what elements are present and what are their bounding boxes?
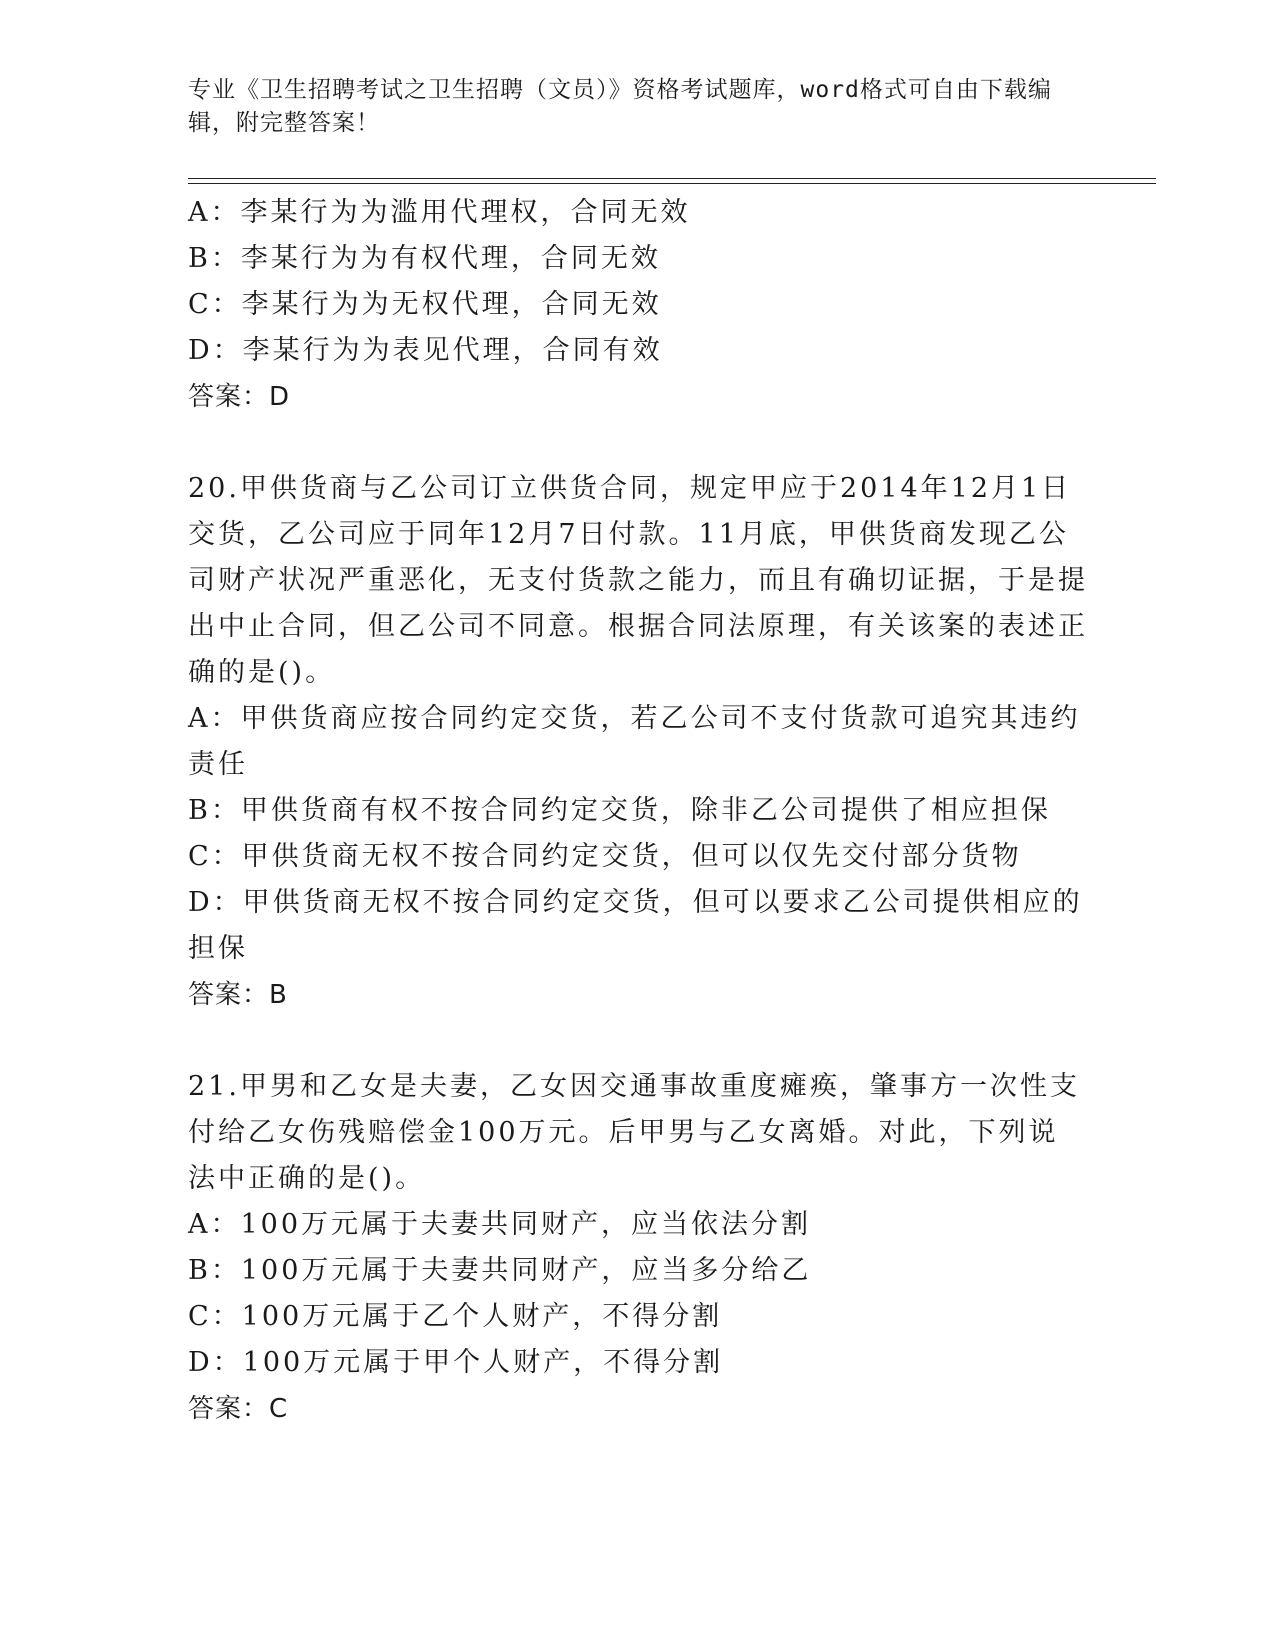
option-b: B：李某行为为有权代理，合同无效 xyxy=(188,243,661,274)
question-19 xyxy=(188,190,1088,420)
option-d: D：甲供货商无权不按合同约定交货，但可以要求乙公司提供相应的担保 xyxy=(188,887,1083,964)
answer-line: 答案：D xyxy=(188,382,291,412)
question-20 xyxy=(188,466,1088,1018)
spacer xyxy=(188,1018,1088,1064)
option-a: A：100万元属于夫妻共同财产，应当依法分割 xyxy=(188,1209,812,1240)
option-c: C：甲供货商无权不按合同约定交货，但可以仅先交付部分货物 xyxy=(188,841,1022,872)
document-header: 专业《卫生招聘考试之卫生招聘（文员）》资格考试题库，word格式可自由下载编辑，附完整答案！ xyxy=(188,77,1052,136)
option-b: B：100万元属于夫妻共同财产，应当多分给乙 xyxy=(188,1255,812,1286)
option-c: C：100万元属于乙个人财产，不得分割 xyxy=(188,1301,723,1332)
answer-line: 答案：C xyxy=(188,1394,289,1424)
option-c: C：李某行为为无权代理，合同无效 xyxy=(188,289,662,320)
option-d: D：100万元属于甲个人财产，不得分割 xyxy=(188,1347,724,1378)
spacer xyxy=(188,420,1088,466)
header-rule-top xyxy=(188,178,1156,179)
question-21 xyxy=(188,1064,1088,1432)
question-stem: 20.甲供货商与乙公司订立供货合同，规定甲应于2014年12月1日交货，乙公司应于同年12月7日付款。11月底，甲供货商发现乙公司财产状况严重恶化，无支付货款之能力，而且有确切证据，于是提出中止合同，但乙公司不同意。根据合同法原理，有关该案的表述正确的是()。 xyxy=(188,473,1088,688)
option-a: A：李某行为为滥用代理权，合同无效 xyxy=(188,197,691,228)
option-d: D：李某行为为表见代理，合同有效 xyxy=(188,335,663,366)
option-a: A：甲供货商应按合同约定交货，若乙公司不支付货款可追究其违约责任 xyxy=(188,703,1081,780)
document-body xyxy=(188,190,1088,1432)
header-rule-bottom xyxy=(188,183,1156,184)
question-stem: 21.甲男和乙女是夫妻，乙女因交通事故重度瘫痪，肇事方一次性支付给乙女伤残赔偿金100万元。后甲男与乙女离婚。对此，下列说法中正确的是()。 xyxy=(188,1071,1080,1194)
option-b: B：甲供货商有权不按合同约定交货，除非乙公司提供了相应担保 xyxy=(188,795,1051,826)
answer-line: 答案：B xyxy=(188,980,288,1010)
